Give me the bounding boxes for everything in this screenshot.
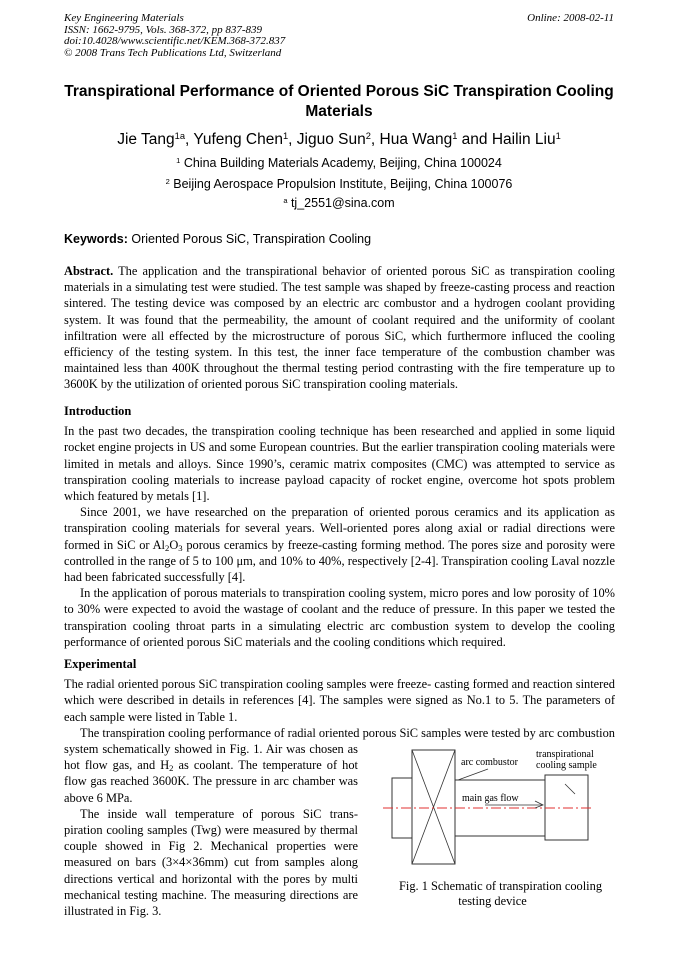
separator: , (370, 131, 380, 148)
text: O (169, 537, 179, 552)
issn: ISSN: 1662-9795, Vols. 368-372, pp 837-839 (64, 23, 262, 36)
subscript: 3 (178, 542, 183, 553)
author-affil: 1 (555, 130, 561, 141)
doi: doi:10.4028/www.scientific.net/KEM.368-372.837 (64, 35, 286, 47)
author: Jiguo Sun (296, 131, 366, 148)
subscript: 2 (165, 542, 170, 553)
separator: , (288, 131, 297, 148)
introduction-section (64, 403, 615, 650)
subscript: 2 (169, 763, 174, 774)
affil-text: Beijing Aerospace Propulsion Institute, Beijing, China 100076 (169, 177, 513, 191)
author: Hailin Liu (491, 131, 556, 148)
abstract (64, 263, 615, 393)
leader-line (458, 769, 488, 780)
online-date: Online: 2008-02-11 (527, 12, 614, 24)
paragraph (64, 504, 615, 585)
main-gas-flow-label: main gas flow (462, 792, 519, 804)
journal-info (64, 13, 285, 59)
author-affil: 2 (365, 130, 371, 141)
keywords-label: Keywords: (64, 232, 128, 246)
email (64, 196, 614, 210)
paper-title: Transpirational Performance of Oriented Porous SiC Transpiration Cooling Materials (64, 83, 614, 120)
keywords (64, 232, 371, 246)
text: as coolant. The temperature of hot flow gas reached 3600K. The pressure in arc chamber was above 6 MPa. (64, 758, 358, 805)
author: Yufeng Chen (193, 131, 283, 148)
affil-text: China Building Materials Academy, Beijing, China 100024 (180, 156, 502, 170)
author: Jie Tang (117, 131, 175, 148)
paragraph: The radial oriented porous SiC transpiration cooling samples were freeze- casting formed and reaction sintered which were described in details in references [4]. The samples were signed as No.1 to 5. The parameters of each sample were listed in Table 1. (64, 677, 615, 724)
affil-mark: 2 (165, 176, 170, 186)
paragraph: In the past two decades, the transpiration cooling technique has been researched and applied in some liquid rocket engine projects in US and some European countries. But the earlier transpiration cooling materials were limited in metals and alloys. Since 1990’s, ceramic matrix composites (CMC) was attempted to service as transpiration cooling materials to increase payload capacity of rocket engine, overcome hot spots problem which featured by metals [1]. (64, 424, 615, 504)
figure-1 (370, 742, 615, 912)
affiliation-1 (64, 156, 614, 170)
text: The transpiration cooling performance of radial oriented porous SiC samples were tested by arc combustion system schematically showed in Fig. 1. Air was chosen as hot flow gas, and H (64, 725, 615, 773)
keywords-text: Oriented Porous SiC, Transpiration Cooling (127, 232, 372, 246)
abstract-label: Abstract. (64, 264, 114, 278)
email-text: tj_2551@sina.com (287, 196, 395, 210)
paragraph: The inside wall temperature of porous SiC trans-piration cooling samples (Twg) were measured by thermal couple showed in Fig 2. Mechanical properties were measured on bars (3×4×36mm) cut from samples along directions vertical and horizontal with the pores by multi mechanical testing machine. The measuring directions are illustrated in Fig. 3. (64, 806, 358, 919)
abstract-text: The application and the transpirational behavior of oriented porous SiC as transpiration cooling materials in a simulating test were studied. The test sample was shaped by freeze-casting process and reaction sintered. The testing device was composed by an electric arc combustor and a hydrogen coolant providing system. It was found that the permeability, the amount of coolant required and the uniformity of coolant infiltration were all effected by the microstructure of porous SiC, which furthermore influced the cooling efficiency of the testing system. In this test, the inner face temperature of the combustion chamber was maintained less than 400K throughout the thermal testing period contrasting with the fire temperature up to 3600K by the utilization of oriented porous SiC transpiration cooling materials. (64, 264, 615, 392)
arc-combustor-label: arc combustor (461, 756, 518, 768)
sample-label-1: transpirational (536, 748, 594, 760)
text: porous ceramics by freeze-casting forming method. The pores size and porosity were controlled in the range of 5 to 100 μm, and 10% to 40%, respectively [2-4]. Transpiration cooling Laval nozzle had been fabricated successfully [4]. (64, 537, 615, 585)
experimental-section (64, 656, 615, 919)
text: Since 2001, we have researched on the preparation of oriented porous ceramics and its application as transpiration cooling materials for several years. Well-oriented pores along axial or radial directions were formed in SiC or Al (64, 505, 615, 552)
section-heading: Experimental (64, 657, 137, 671)
paragraph: In the application of porous materials to transpiration cooling system, micro pores and low porosity of 10% to 30% were expected to avoid the wastage of coolant and the reduce of pressure. In this paper we tested the transpiration cooling throat parts in a simulating electric arc combustion system to develop the cooling performance of oriented porous SiC materials and the cooling conditions which required. (64, 586, 615, 649)
section-heading: Introduction (64, 404, 132, 418)
affiliation-2 (64, 177, 614, 191)
separator: , (185, 131, 194, 148)
affil-mark: a (283, 195, 288, 205)
figure-caption: Fig. 1 Schematic of transpiration cooling testing device (398, 878, 603, 908)
author-list (64, 131, 614, 149)
separator: and (457, 131, 492, 148)
affil-mark: 1 (176, 155, 181, 165)
author: Hua Wang (379, 131, 453, 148)
sample-label-2: cooling sample (536, 759, 597, 771)
author-affil: 1a (174, 130, 185, 141)
copyright: © 2008 Trans Tech Publications Ltd, Switzerland (64, 46, 282, 59)
schematic-diagram (370, 742, 615, 877)
journal-name: Key Engineering Materials (64, 12, 184, 24)
author-affil: 1 (452, 130, 458, 141)
author-affil: 1 (282, 130, 289, 141)
